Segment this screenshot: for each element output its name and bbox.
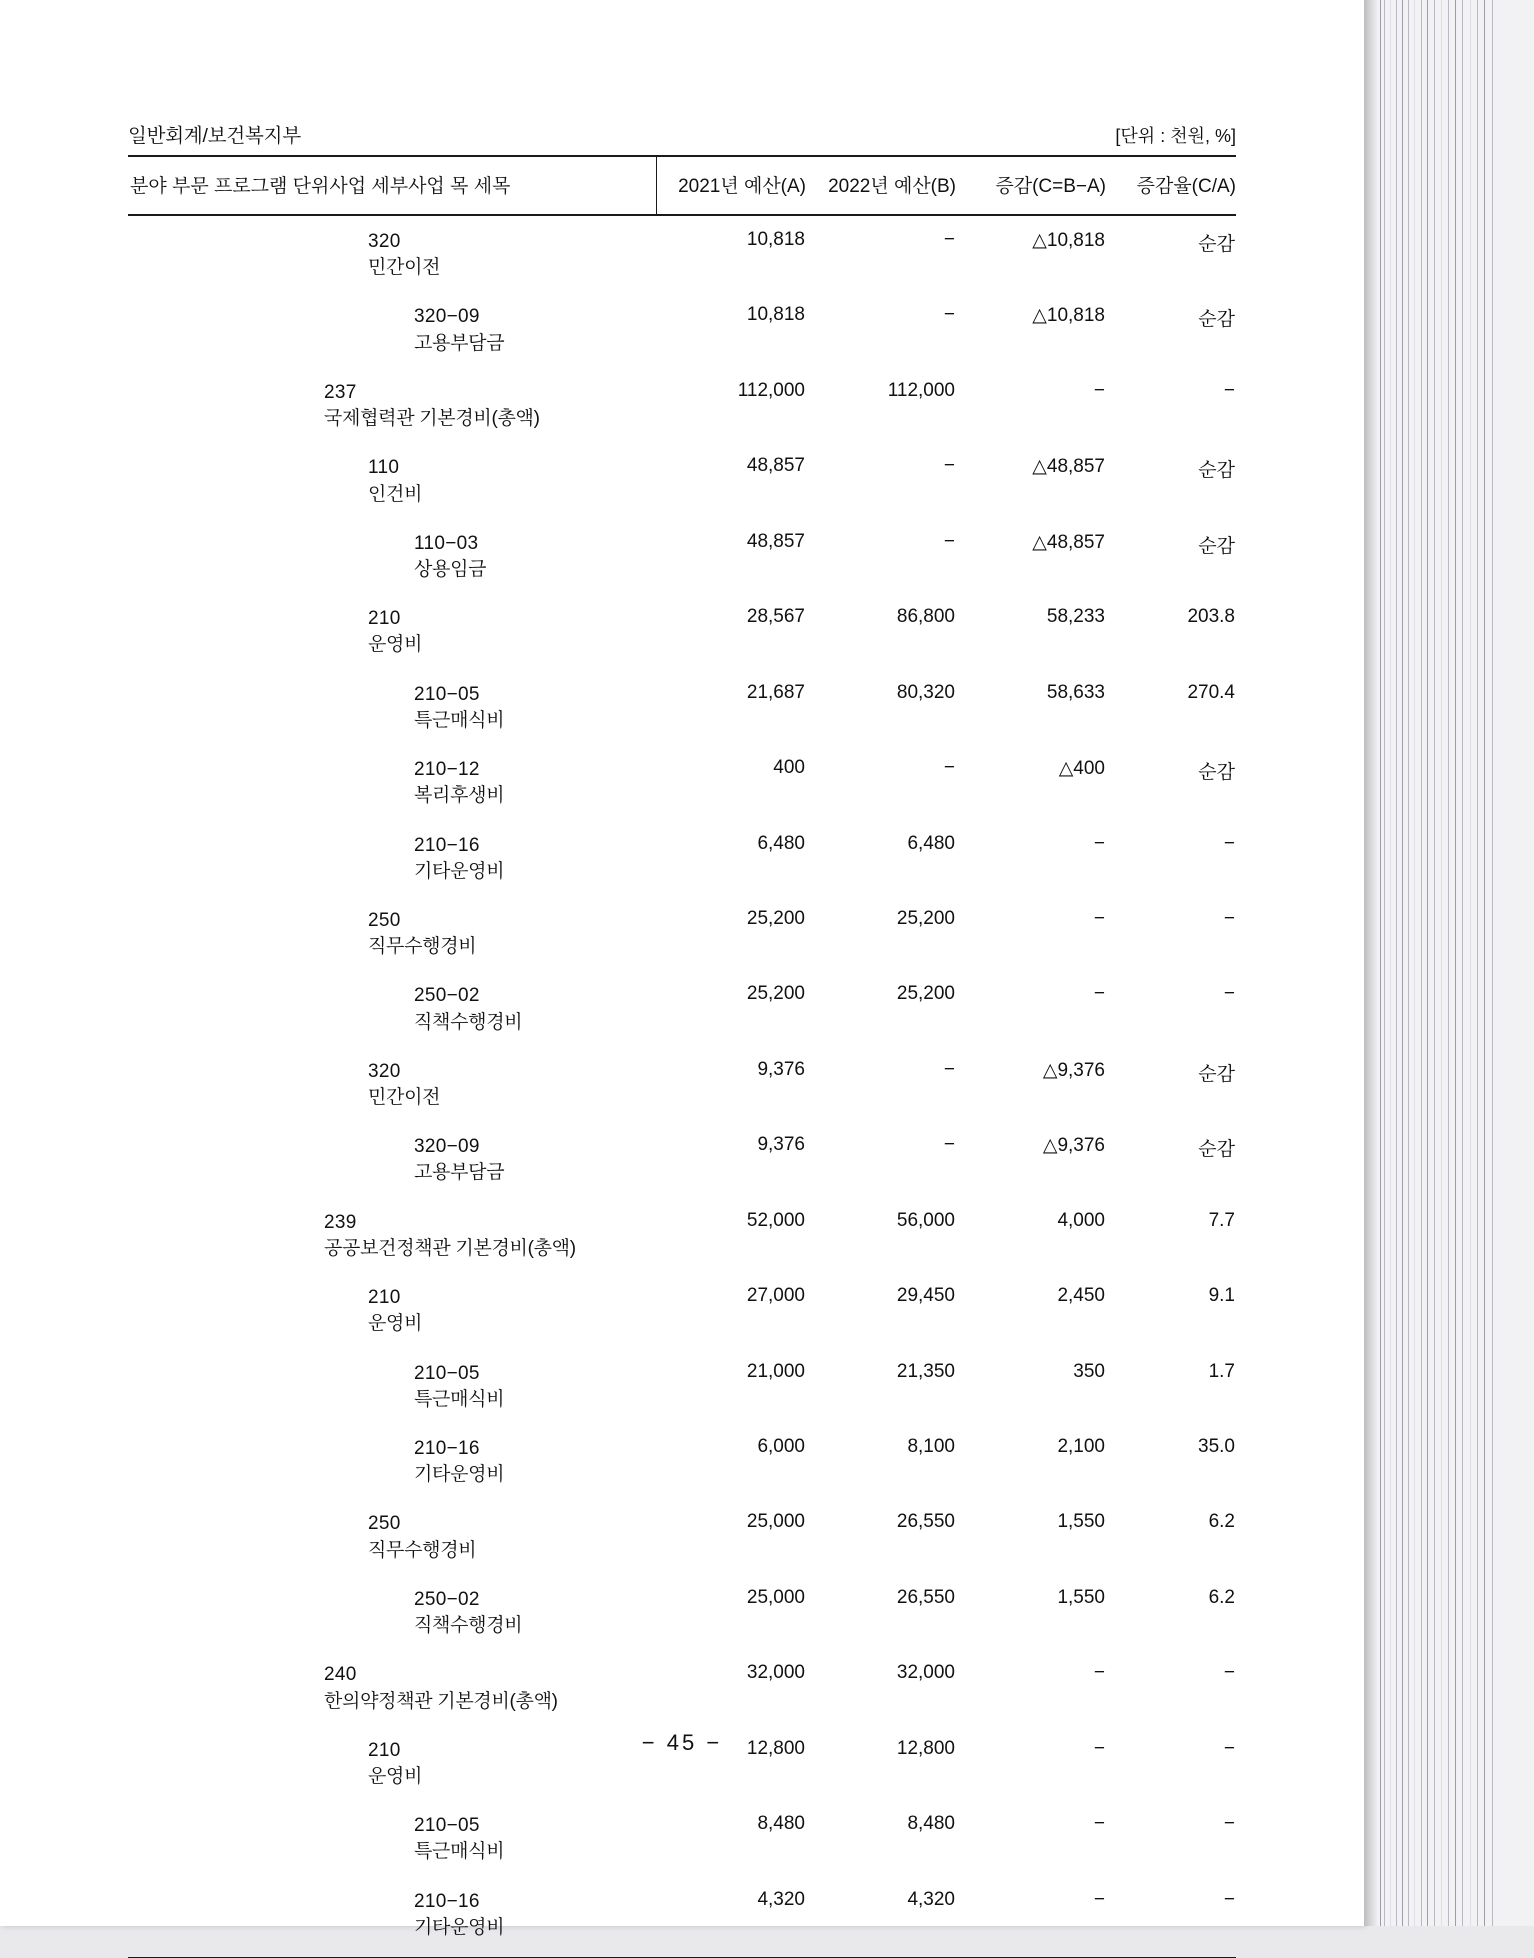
row-name: 직무수행경비 [368, 936, 477, 958]
row-change: − [1093, 1888, 1105, 1910]
row-budget-2021: 25,000 [746, 1586, 805, 1608]
row-budget-2021: 12,800 [746, 1737, 805, 1759]
row-name: 국제협력관 기본경비(총액) [324, 408, 540, 430]
row-change-rate: − [1223, 1662, 1235, 1684]
table-row [128, 1574, 1236, 1649]
row-description [128, 1649, 656, 1724]
row-description [128, 1046, 656, 1121]
table-row [128, 1272, 1236, 1347]
column-header-budget-2021: 2021년 예산(A) [678, 176, 806, 197]
row-name: 고용부담금 [414, 332, 505, 354]
row-budget-2022: 112,000 [887, 379, 955, 401]
row-budget-2022: 25,200 [896, 907, 955, 929]
row-change-rate: 35.0 [1198, 1436, 1235, 1457]
row-description [128, 1348, 656, 1423]
row-budget-2021: 28,567 [746, 606, 805, 628]
document-header [128, 120, 1236, 155]
row-code: 320 [368, 231, 401, 252]
row-change: 2,100 [1057, 1436, 1105, 1457]
row-budget-2021: 25,000 [746, 1511, 805, 1533]
table-row [128, 1046, 1236, 1121]
row-code: 110 [368, 457, 400, 479]
row-budget-2021: 10,818 [746, 304, 805, 326]
row-budget-2021: 48,857 [746, 455, 805, 477]
row-name: 고용부담금 [414, 1162, 505, 1184]
row-code: 250 [368, 1513, 401, 1535]
budget-table [128, 157, 1236, 1951]
row-budget-2022: 26,550 [896, 1586, 955, 1608]
table-row [128, 518, 1236, 593]
row-description [128, 1800, 656, 1875]
row-budget-2022: 29,450 [896, 1285, 955, 1307]
row-name: 기타운영비 [414, 1464, 505, 1486]
column-header-change: 증감(C=B−A) [995, 176, 1106, 197]
row-code: 250 [368, 909, 401, 931]
table-row [128, 1800, 1236, 1875]
table-row [128, 1348, 1236, 1423]
row-name: 운영비 [368, 1313, 423, 1335]
row-budget-2022: 25,200 [896, 983, 955, 1005]
row-budget-2021: 9,376 [757, 1134, 805, 1156]
row-description [128, 1197, 656, 1272]
row-description [128, 1423, 656, 1498]
table-row [128, 970, 1236, 1045]
row-description [128, 1272, 656, 1347]
row-budget-2021: 400 [773, 757, 805, 779]
row-budget-2021: 112,000 [737, 379, 805, 401]
row-change: − [1093, 832, 1105, 854]
row-budget-2021: 48,857 [746, 530, 805, 552]
header-unit-note: [단위 : 천원, %] [1115, 126, 1236, 146]
row-description [128, 1498, 656, 1573]
row-change-rate: 순감 [1198, 535, 1235, 557]
table-row [128, 593, 1236, 668]
row-code: 210−16 [414, 1890, 480, 1912]
row-change-rate: − [1223, 983, 1235, 1005]
row-change-rate: − [1223, 379, 1235, 401]
row-code: 210 [368, 608, 401, 630]
row-code: 250−02 [414, 1588, 480, 1610]
row-code: 210−12 [414, 759, 480, 781]
row-change-rate: 순감 [1198, 309, 1235, 331]
row-code: 320−09 [414, 306, 480, 328]
row-name: 특근매식비 [414, 1388, 505, 1410]
row-budget-2021: 4,320 [757, 1888, 805, 1910]
row-change: △9,376 [1042, 1135, 1105, 1157]
row-change: − [1093, 907, 1105, 929]
row-name: 직책수행경비 [414, 1615, 523, 1637]
row-budget-2021: 25,200 [746, 983, 805, 1005]
row-change: − [1093, 1662, 1105, 1684]
row-code: 239 [324, 1211, 357, 1233]
row-budget-2022: 86,800 [896, 606, 955, 628]
row-budget-2022: − [943, 1058, 955, 1080]
row-change: 58,233 [1046, 606, 1105, 628]
table-row [128, 291, 1236, 366]
row-change-rate: 순감 [1198, 1063, 1235, 1085]
row-budget-2021: 21,000 [746, 1360, 805, 1382]
row-change-rate: − [1223, 1737, 1235, 1759]
page-stack-shadow [1364, 0, 1378, 1926]
row-change: 1,550 [1057, 1511, 1105, 1533]
row-code: 240 [324, 1664, 357, 1686]
table-row [128, 669, 1236, 744]
row-budget-2022: − [943, 757, 955, 779]
table-head [128, 157, 1236, 215]
row-budget-2021: 27,000 [746, 1285, 805, 1307]
row-name: 직무수행경비 [368, 1539, 477, 1561]
row-name: 인건비 [368, 483, 423, 505]
row-description [128, 442, 656, 517]
row-change-rate: 순감 [1198, 762, 1235, 784]
row-budget-2022: − [943, 1134, 955, 1156]
row-name: 운영비 [368, 1765, 423, 1787]
row-name: 직책수행경비 [414, 1011, 523, 1033]
row-budget-2021: 32,000 [746, 1662, 805, 1684]
row-change: − [1093, 1737, 1105, 1759]
row-description [128, 669, 656, 744]
table-row [128, 1423, 1236, 1498]
row-change: △48,857 [1032, 456, 1105, 478]
row-name: 공공보건정책관 기본경비(총액) [324, 1237, 576, 1259]
row-description [128, 1574, 656, 1649]
row-budget-2021: 10,818 [746, 229, 805, 250]
row-change: △10,818 [1032, 305, 1105, 327]
row-budget-2022: 21,350 [896, 1360, 955, 1382]
row-change-rate: − [1223, 907, 1235, 929]
row-budget-2021: 9,376 [757, 1058, 805, 1080]
row-code: 210−05 [414, 1362, 480, 1384]
row-budget-2022: − [943, 304, 955, 326]
page-number: − 45 − [641, 1730, 723, 1755]
row-budget-2022: − [943, 455, 955, 477]
row-change-rate: − [1223, 1888, 1235, 1910]
row-code: 210−05 [414, 1815, 480, 1837]
table-row [128, 1876, 1236, 1951]
table-header-row [128, 157, 1236, 215]
row-code: 210−05 [414, 683, 480, 705]
row-budget-2021: 6,480 [757, 832, 805, 854]
header-account-ministry: 일반회계/보건복지부 [128, 125, 301, 147]
row-change: △9,376 [1042, 1059, 1105, 1081]
row-change: 2,450 [1057, 1285, 1105, 1307]
row-description [128, 744, 656, 819]
row-code: 210 [368, 1739, 401, 1761]
row-change: △48,857 [1032, 531, 1105, 553]
row-code: 250−02 [414, 985, 480, 1007]
row-name: 운영비 [368, 634, 423, 656]
row-description [128, 1876, 656, 1951]
row-budget-2022: 4,320 [907, 1888, 955, 1910]
row-budget-2022: 6,480 [907, 832, 955, 854]
row-name: 기타운영비 [414, 1916, 505, 1938]
table-row [128, 744, 1236, 819]
table-row [128, 442, 1236, 517]
table-row [128, 1197, 1236, 1272]
row-change: 58,633 [1046, 681, 1105, 703]
table-row [128, 1121, 1236, 1196]
row-budget-2022: 8,100 [907, 1436, 955, 1457]
row-change: 350 [1073, 1360, 1105, 1382]
row-budget-2022: 12,800 [896, 1737, 955, 1759]
row-budget-2022: − [943, 530, 955, 552]
row-name: 민간이전 [368, 1087, 441, 1109]
column-header-change-rate: 증감율(C/A) [1136, 176, 1236, 197]
table-row [128, 367, 1236, 442]
row-change: − [1093, 379, 1105, 401]
row-budget-2022: 8,480 [907, 1813, 955, 1835]
row-code: 320 [368, 1060, 401, 1082]
row-name: 특근매식비 [414, 1841, 505, 1863]
row-code: 210−16 [414, 834, 480, 856]
column-header-budget-2022: 2022년 예산(B) [828, 176, 956, 197]
row-description [128, 970, 656, 1045]
row-code: 210−16 [414, 1438, 480, 1459]
row-budget-2022: − [943, 229, 955, 250]
row-name: 복리후생비 [414, 785, 505, 807]
row-code: 110−03 [414, 532, 479, 554]
row-change-rate: 7.7 [1208, 1209, 1235, 1231]
row-change: 4,000 [1057, 1209, 1105, 1231]
table-row [128, 1498, 1236, 1573]
row-change-rate: 203.8 [1187, 606, 1235, 628]
page-stack [1364, 0, 1534, 1926]
row-change-rate: 9.1 [1208, 1285, 1235, 1307]
row-budget-2021: 6,000 [757, 1436, 805, 1457]
row-description [128, 820, 656, 895]
row-change-rate: 6.2 [1208, 1586, 1235, 1608]
column-header-description: 분야 부문 프로그램 단위사업 세부사업 목 세목 [128, 157, 656, 215]
row-change-rate: 6.2 [1208, 1511, 1235, 1533]
row-change: − [1093, 983, 1105, 1005]
row-code: 320−09 [414, 1136, 480, 1158]
row-description [128, 291, 656, 366]
row-name: 상용임금 [414, 558, 487, 580]
row-budget-2022: 32,000 [896, 1662, 955, 1684]
row-name: 기타운영비 [414, 860, 505, 882]
row-change-rate: 순감 [1198, 234, 1235, 255]
row-change-rate: − [1223, 1813, 1235, 1835]
row-budget-2022: 80,320 [896, 681, 955, 703]
row-description [128, 895, 656, 970]
row-budget-2021: 21,687 [746, 681, 805, 703]
row-change: △10,818 [1032, 230, 1105, 251]
row-description [128, 1121, 656, 1196]
row-budget-2022: 26,550 [896, 1511, 955, 1533]
table-row [128, 895, 1236, 970]
row-code: 210 [368, 1287, 401, 1309]
row-description [128, 518, 656, 593]
row-name: 민간이전 [368, 257, 441, 279]
row-budget-2021: 52,000 [746, 1209, 805, 1231]
table-row [128, 820, 1236, 895]
table-row [128, 1649, 1236, 1724]
row-change: △400 [1058, 758, 1105, 780]
row-code: 237 [324, 381, 357, 403]
table-body [128, 215, 1236, 1951]
table-row [128, 215, 1236, 291]
row-change-rate: 270.4 [1187, 681, 1235, 703]
row-name: 한의약정책관 기본경비(총액) [324, 1690, 558, 1712]
page-content [128, 120, 1236, 1958]
row-change-rate: − [1223, 832, 1235, 854]
row-change-rate: 순감 [1198, 1139, 1235, 1161]
row-description [128, 367, 656, 442]
row-name: 특근매식비 [414, 709, 505, 731]
row-change-rate: 순감 [1198, 460, 1235, 482]
row-budget-2021: 25,200 [746, 907, 805, 929]
row-change-rate: 1.7 [1208, 1360, 1235, 1382]
row-change: − [1093, 1813, 1105, 1835]
row-description [128, 215, 656, 291]
row-change: 1,550 [1057, 1586, 1105, 1608]
row-description [128, 593, 656, 668]
row-budget-2022: 56,000 [896, 1209, 955, 1231]
row-budget-2021: 8,480 [757, 1813, 805, 1835]
